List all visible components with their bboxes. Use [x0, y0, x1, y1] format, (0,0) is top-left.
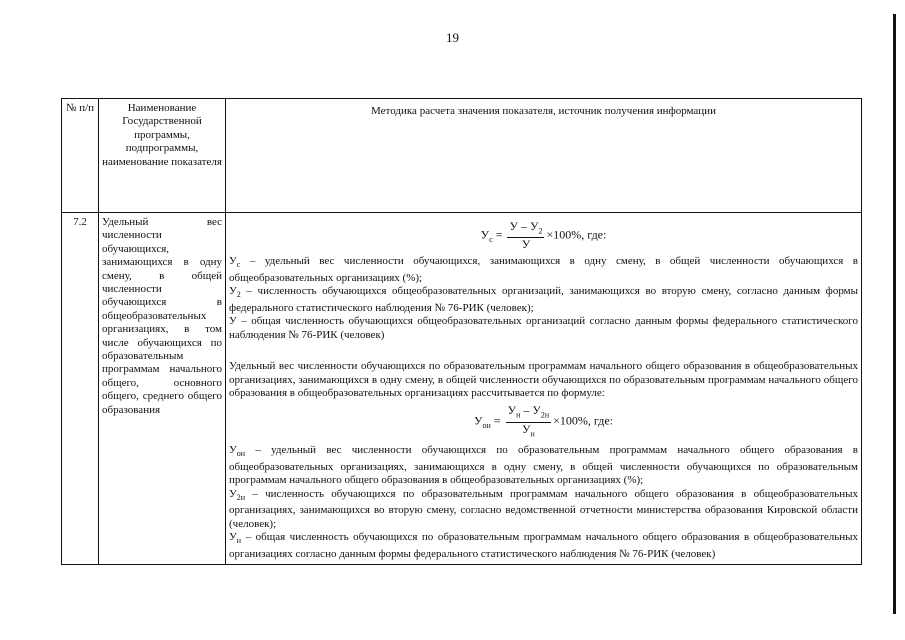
table-header-row — [62, 99, 862, 213]
definition-5: $У_{2н}$ – численность обучающихся по образовательным программам начального общего образования в общеобразовательных организациях, занимающихся во вторую смену, согласно ведомственной отчетности министерства образования Кировской области (человек); — [229, 487, 858, 530]
paragraph-2: Удельный вес численности обучающихся по образовательным программам начального общего образования в общеобразовательных организациях, занимающихся в одну смену, в общей численности обучающихся по образовательным программам начального общего образования в общеобразовательных организациях рассчитывается по формуле: — [229, 360, 858, 400]
definition-1: $У_с$ – удельный вес численности обучающихся, занимающихся в одну смену, в общей численности обучающихся в общеобразовательных организациях (%); — [229, 255, 858, 284]
row-method — [226, 213, 862, 565]
definition-2: $У_2$ – численность обучающихся общеобразовательных организаций, занимающихся во вторую смену, согласно данным формы федерального статистического наблюдения № 76-РИК (человек); — [229, 285, 858, 314]
header-num: № п/п — [62, 99, 99, 213]
formula-2-fraction: $\frac{У_н - У_{2н}}{У_н}$ — [507, 403, 550, 439]
definition-6: $У_н$ – общая численность обучающихся по образовательным программам начального общего образования в общеобразовательных организациях согласно данным формы федерального статистического наблюдения № 76-РИК (человек) — [229, 531, 858, 560]
page-number: 19 — [446, 30, 459, 45]
formula-1-fraction: $\frac{У - У_2}{У}$ — [509, 219, 543, 252]
header-name: Наименование Государственной программы, подпрограммы, наименование показателя — [99, 99, 226, 213]
definition-4: $У_{он}$ – удельный вес численности обучающихся по образовательным программам начального общего образования в общеобразовательных организациях, занимающихся в одну смену, в общей численности обучающихся по образовательным программам начального общего образования в общеобразовательных организациях (%); — [229, 444, 858, 487]
table-row — [62, 213, 862, 565]
indicator-table — [61, 98, 862, 565]
page-edge-rule — [893, 14, 896, 614]
row-num: 7.2 — [62, 213, 99, 565]
header-method: Методика расчета значения показателя, источник получения информации — [226, 99, 862, 213]
formula-1: $У_с$ = $\frac{У - У_2}{У}$ ×100%, где: — [480, 219, 607, 252]
row-indicator-name: Удельный вес численности обучающихся, занимающихся в одну смену, в общей численности обучающихся в общеобразовательных организациях, в том числе обучающихся по образовательным программам начального общего, основного общего, среднего общего образования — [99, 213, 226, 565]
definition-3: У – общая численность обучающихся общеобразовательных организаций согласно данным формы федерального статистического наблюдения № 76-РИК (человек) — [229, 315, 858, 341]
formula-2: $У_{он}$ = $\frac{У_н - У_{2н}}{У_н}$ ×100%, где: — [474, 403, 613, 439]
